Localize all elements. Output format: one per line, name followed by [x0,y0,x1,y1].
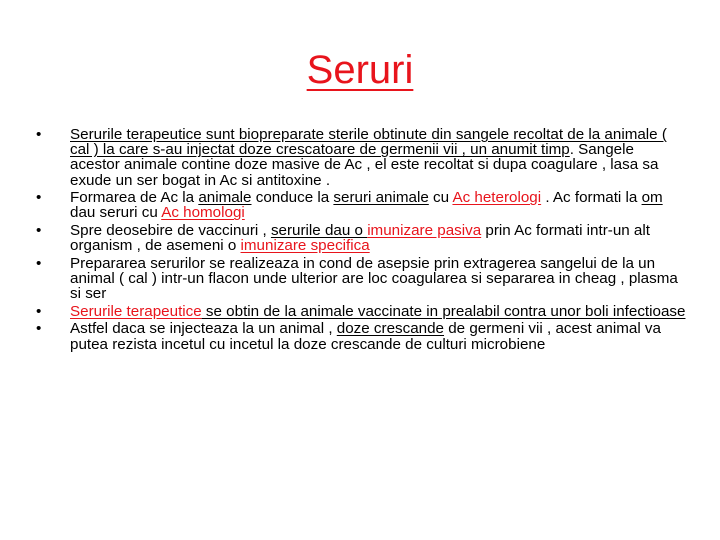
bullet-text-segment: Spre deosebire de vaccinuri , [70,222,271,239]
bullet-item [36,304,686,319]
bullet-dot-icon: • [36,320,42,338]
bullet-text-segment: imunizare pasiva [367,222,482,239]
bullet-text-segment: Formarea de Ac la [70,189,199,207]
bullet-item [36,321,686,351]
bullet-text-segment: . Ac formati la [541,189,642,207]
bullet-text-segment: dau seruri cu [70,204,162,222]
bullet-text-segment: Serurile terapeutice sunt biopreparate sterile obtinute din sangele recoltat de la animale ( cal ) la care s-au injectat doze crescatoare de germenii vii , un anumit timp [70,126,667,159]
bullet-item [36,190,686,220]
bullet-text-segment: animale [198,189,252,207]
bullet-text-segment: cu [428,189,453,207]
bullet-dot-icon: • [36,222,42,239]
bullet-text-segment: om [641,189,663,207]
bullet-text-segment: serurile dau o [270,222,368,239]
bullet-text-segment: prin Ac formati intr-un alt organism , de asemeni o [70,222,650,255]
bullet-text-segment: Prepararea serurilor se realizeaza in cond de asepsie prin extragerea sangelui de la un animal ( cal ) intr-un flacon unde ulterior are loc coagularea si separarea in cheag , plasma si ser [70,254,678,303]
slide-title [0,46,720,94]
bullet-text-segment: seruri animale [333,189,429,207]
slide-title-text: Seruri [306,48,414,92]
bullet-dot-icon: • [36,126,42,143]
bullet-item [36,256,686,302]
bullet-item [36,127,686,188]
bullet-text-segment: . Sangele acestor animale contine doze masive de Ac , el este recoltat si dupa coagulare , lasa sa exude un ser bogat in Ac si antitoxine . [70,141,659,189]
bullet-dot-icon: • [36,302,42,320]
bullet-text-segment: Astfel daca se injecteaza la un animal , [70,320,337,338]
bullet-text-segment: Serurile terapeutice [70,302,202,320]
bullet-text-segment: conduce la [251,189,334,207]
bullet-text-segment: se obtin de la animale vaccinate in prealabil contra unor boli infectioase [201,302,686,320]
bullet-text-segment: de germeni vii , acest animal va putea rezista incetul cu incetul la doze crescande de culturi microbiene [70,320,661,353]
bullet-dot-icon: • [36,189,42,207]
bullet-list [36,127,686,354]
bullet-text-segment: Ac heterologi [452,189,542,207]
bullet-dot-icon: • [36,254,42,272]
bullet-text-segment: doze crescande [336,320,445,338]
bullet-text-segment: imunizare specifica [240,237,370,255]
bullet-text-segment: Ac homologi [161,204,245,222]
bullet-item [36,223,686,253]
